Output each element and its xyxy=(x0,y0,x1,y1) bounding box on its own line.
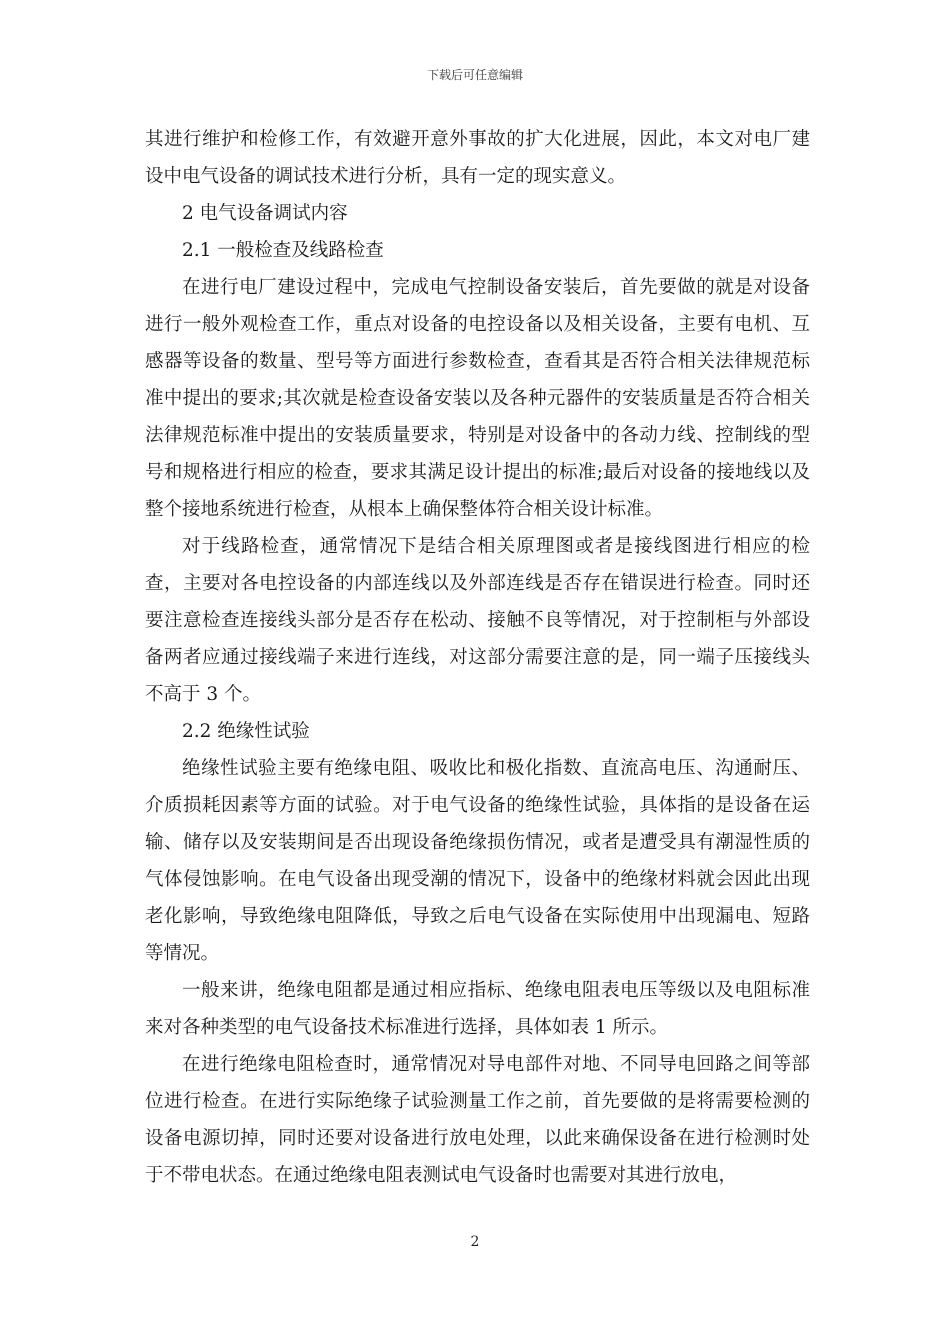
page-header: 下载后可任意编辑 xyxy=(426,68,523,82)
page-number: 2 xyxy=(470,1234,480,1250)
subsection-heading-2-1: 2.1 一般检查及线路检查 xyxy=(182,240,384,261)
subsection-heading-2-2: 2.2 绝缘性试验 xyxy=(182,721,310,742)
paragraph-insulation-resistance: 一般来讲，绝缘电阻都是通过相应指标、绝缘电阻表电压等级以及电阻标准来对各种类型的电气设备技术标准进行选择，具体如表 1 所示。 xyxy=(145,980,810,1038)
body-text xyxy=(145,121,810,1194)
paragraph-line-inspection: 对于线路检查，通常情况下是结合相关原理图或者是接线图进行相应的检查，主要对各电控设备的内部连线以及外部连线是否存在错误进行检查。同时还要注意检查连接线头部分是否存在松动、接触不良等情况，对于控制柜与外部设备两者应通过接线端子来进行连线，对这部分需要注意的是，同一端子压接线头不高于 3 个。 xyxy=(145,536,810,705)
paragraph-insulation-test: 绝缘性试验主要有绝缘电阻、吸收比和极化指数、直流高电压、沟通耐压、介质损耗因素等方面的试验。对于电气设备的绝缘性试验，具体指的是设备在运输、储存以及安装期间是否出现设备绝缘损伤情况，或者是遭受具有潮湿性质的气体侵蚀影响。在电气设备出现受潮的情况下，设备中的绝缘材料就会因此出现老化影响，导致绝缘电阻降低，导致之后电气设备在实际使用中出现漏电、短路等情况。 xyxy=(145,758,810,964)
paragraph-general-inspection: 在进行电厂建设过程中，完成电气控制设备安装后，首先要做的就是对设备进行一般外观检查工作，重点对设备的电控设备以及相关设备，主要有电机、互感器等设备的数量、型号等方面进行参数检查，查看其是否符合相关法律规范标准中提出的要求;其次就是检查设备安装以及各种元器件的安装质量是否符合相关法律规范标准中提出的安装质量要求，特别是对设备中的各动力线、控制线的型号和规格进行相应的检查，要求其满足设计提出的标准;最后对设备的接地线以及整个接地系统进行检查，从根本上确保整体符合相关设计标准。 xyxy=(145,277,810,520)
section-heading-2: 2 电气设备调试内容 xyxy=(182,203,348,224)
paragraph-resistance-check: 在进行绝缘电阻检查时，通常情况对导电部件对地、不同导电回路之间等部位进行检查。在进行实际绝缘子试验测量工作之前，首先要做的是将需要检测的设备电源切掉，同时还要对设备进行放电处理，以此来确保设备在进行检测时处于不带电状态。在通过绝缘电阻表测试电气设备时也需要对其进行放电， xyxy=(145,1054,810,1186)
paragraph-continuation: 其进行维护和检修工作，有效避开意外事故的扩大化进展，因此，本文对电厂建设中电气设备的调试技术进行分析，具有一定的现实意义。 xyxy=(145,129,810,187)
